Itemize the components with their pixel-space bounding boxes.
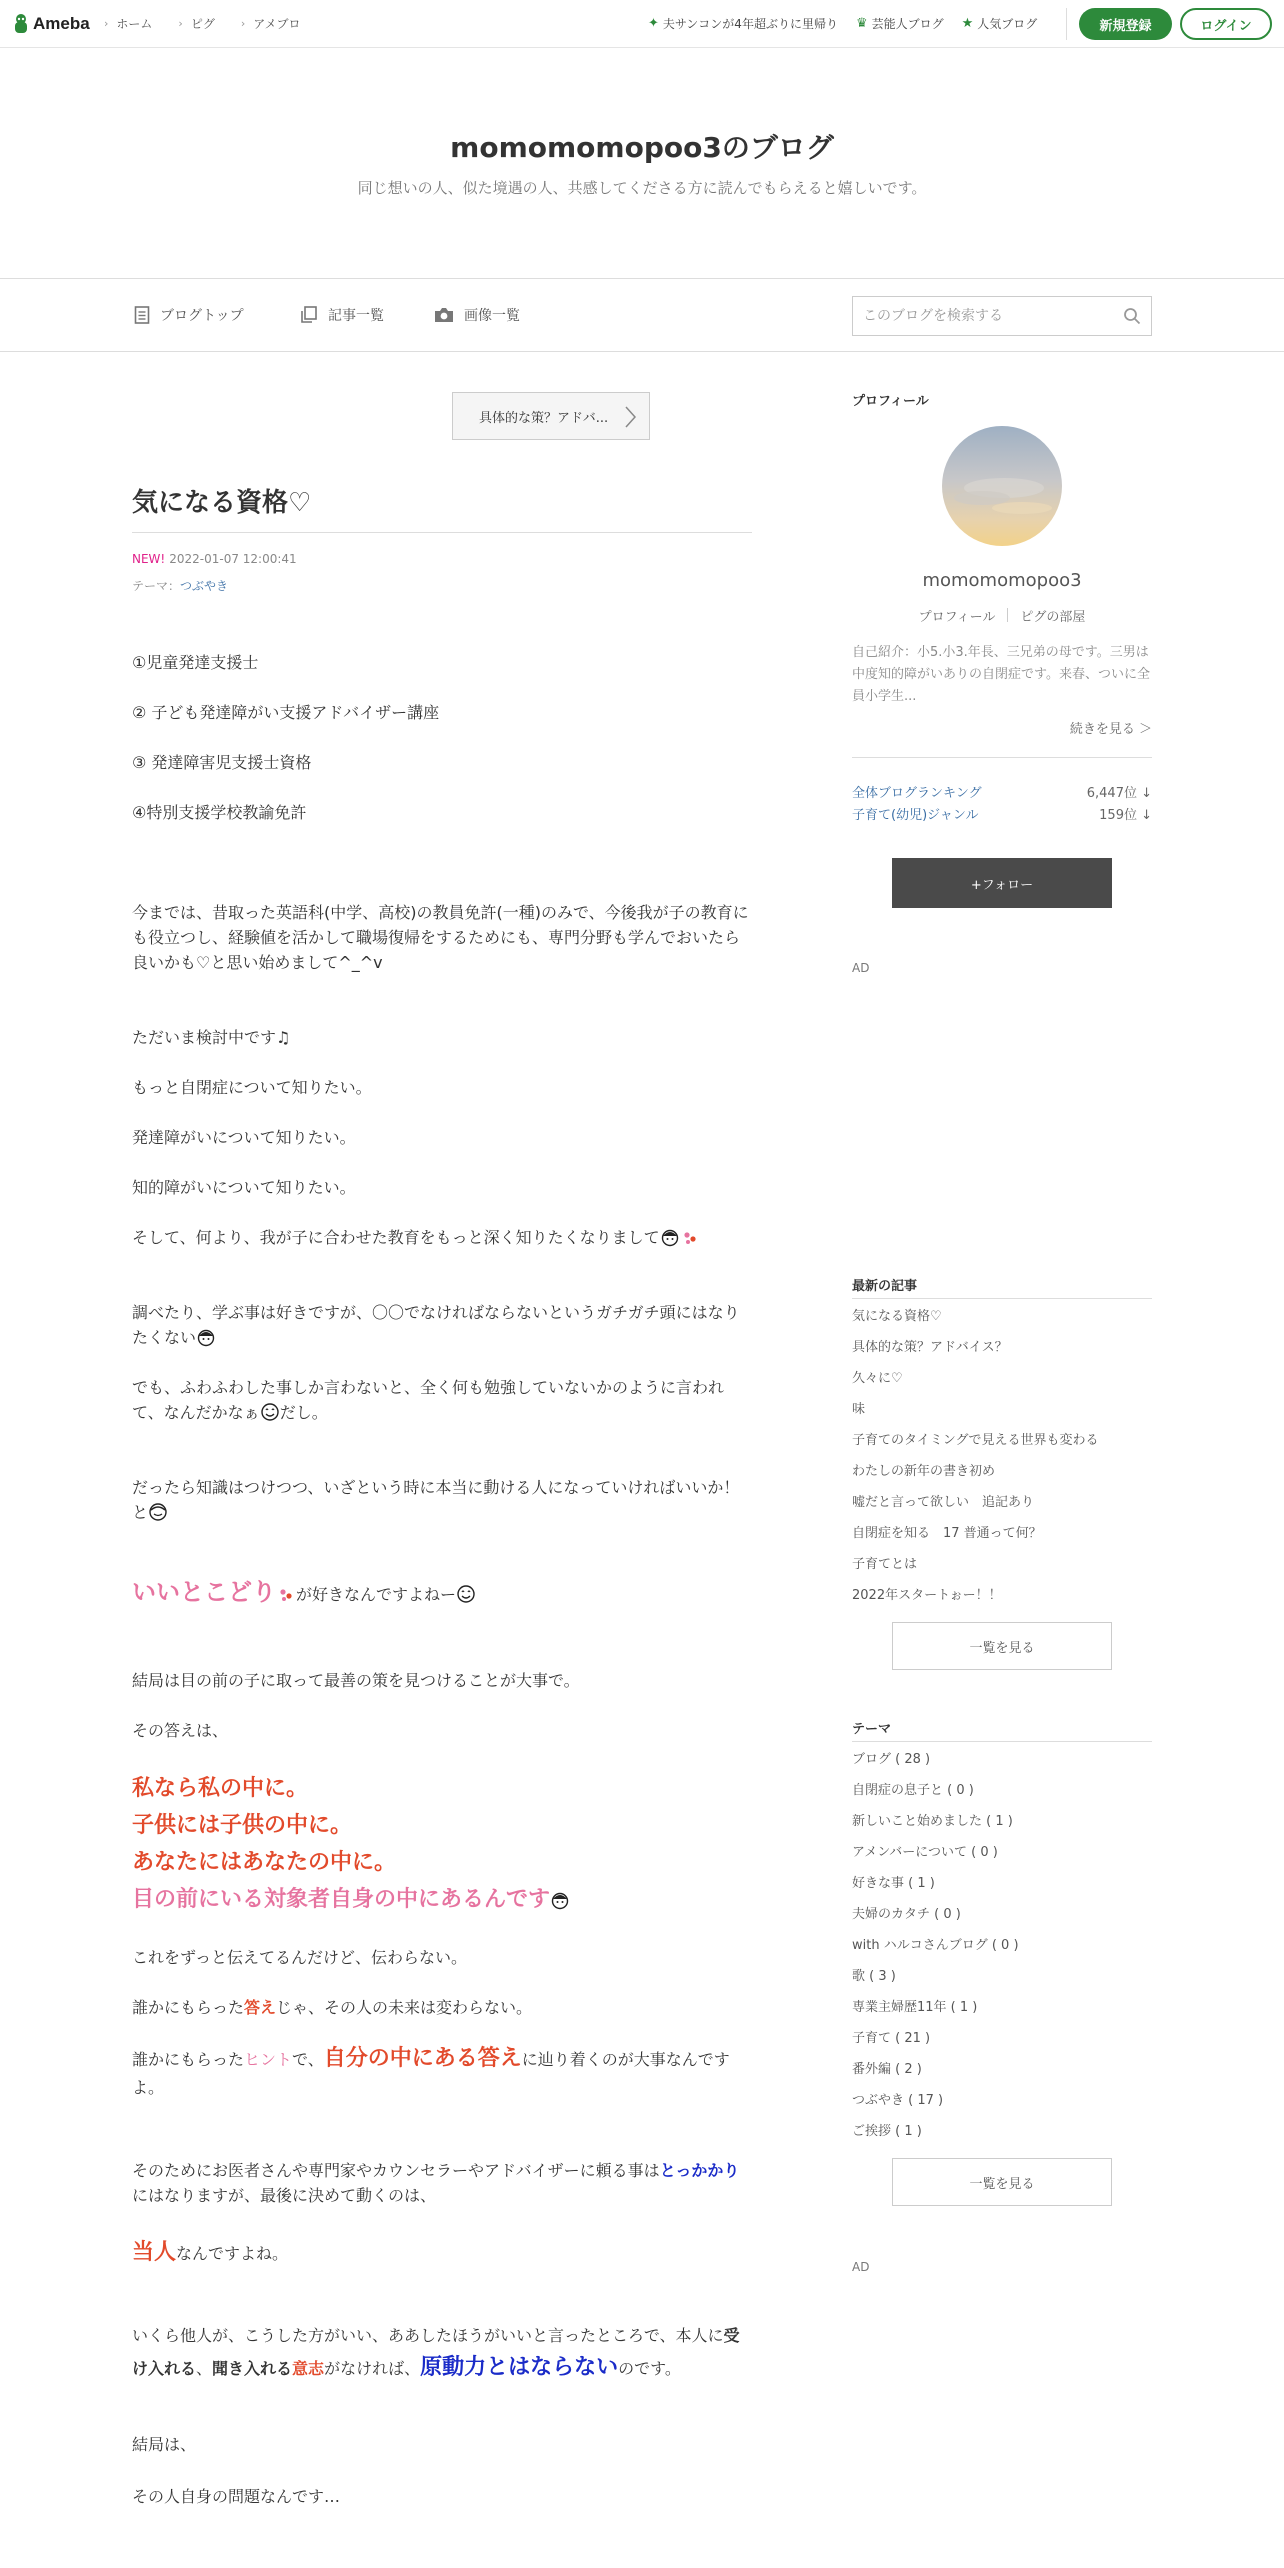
article-line: [132, 1995, 752, 2020]
line-text: だし。: [279, 1403, 328, 1422]
article-line: 結局は、: [132, 2435, 197, 2454]
emphasis-line: 私なら私の中に。: [132, 1776, 309, 1801]
line-text: 目の前にいる対象者自身の中にあるんです: [132, 1887, 551, 1912]
nav-label: アメブロ: [253, 17, 301, 31]
smile-emoji-icon: [456, 1584, 476, 1604]
recent-article-link[interactable]: 嘘だと言って欲しい 追記あり: [852, 1495, 1035, 1510]
read-more-link[interactable]: 続きを見る ＞: [1069, 722, 1152, 737]
article-line: [132, 1580, 752, 1607]
ad-label: AD: [852, 961, 870, 975]
highlight-text: いいとこどり: [132, 1578, 276, 1606]
highlight-text: ヒント: [244, 2050, 293, 2069]
recent-article-link[interactable]: 子育てとは: [852, 1557, 918, 1572]
face-emoji-icon: [550, 1890, 570, 1910]
highlight-text: 当人: [132, 2240, 177, 2265]
avatar[interactable]: [942, 426, 1062, 546]
blog-nav-top[interactable]: [134, 305, 244, 325]
copy-icon: [300, 306, 318, 324]
theme-link[interactable]: ご挨拶 ( 1 ): [852, 2124, 922, 2139]
theme-link[interactable]: 子育て ( 21 ): [852, 2031, 931, 2046]
recent-article-link[interactable]: 子育てのタイミングで見える世界も変わる: [852, 1433, 1099, 1448]
promo-label: 夫サンコンが4年超ぶりに里帰り: [662, 17, 838, 31]
article-paragraph: [132, 1300, 752, 1350]
line-text: で、: [292, 2050, 324, 2069]
nav-pigg[interactable]: [178, 15, 214, 32]
article-paragraph: [132, 2045, 752, 2102]
recent-article-link[interactable]: 2022年スタートぉー！！: [852, 1588, 1002, 1603]
line-text: なんですよね。: [176, 2244, 289, 2263]
nav-label: 画像一覧: [464, 308, 520, 324]
chevron-right-icon: ›: [240, 17, 246, 30]
nav-home[interactable]: [104, 15, 152, 32]
profile-link[interactable]: プロフィール: [918, 610, 996, 625]
recent-list-more-button[interactable]: 一覧を見る: [892, 1622, 1112, 1670]
article-line: ④特別支援学校教諭免許: [132, 803, 307, 822]
chevron-right-icon: ›: [178, 17, 183, 30]
ranking-row: [852, 804, 1152, 823]
article-line: その人自身の問題なんです…: [132, 2487, 341, 2506]
article-date: 2022-01-07 12:00:41: [169, 552, 297, 566]
face-emoji-icon: [196, 1327, 216, 1347]
hearts-emoji-icon: [276, 1584, 296, 1604]
login-button[interactable]: ログイン: [1180, 8, 1272, 40]
sky-photo: [942, 426, 1062, 546]
article-title[interactable]: 気になる資格♡: [132, 488, 312, 518]
article-line: [132, 1225, 752, 1250]
article-line: ①児童発達支援士: [132, 653, 259, 672]
search-input[interactable]: [853, 297, 1103, 335]
sparkle-icon: ✦: [648, 16, 659, 31]
recent-article-link[interactable]: 久々に♡: [852, 1371, 903, 1386]
article-paragraph: [132, 1375, 752, 1425]
promo-label: 人気ブログ: [977, 17, 1038, 31]
line-text: に辿り着くのが大事なんですよ。: [132, 2050, 730, 2097]
article-line: 知的障がいについて知りたい。: [132, 1178, 356, 1197]
follow-button[interactable]: +フォロー: [892, 858, 1112, 908]
divider: [852, 1741, 1152, 1742]
theme-link[interactable]: 好きな事 ( 1 ): [852, 1876, 935, 1891]
line-text: じゃ、その人の未来は変わらない。: [276, 1998, 533, 2017]
emphasis-line: [132, 1881, 752, 1918]
recent-article-link[interactable]: 気になる資格♡: [852, 1309, 942, 1324]
theme-link[interactable]: アメンバーについて ( 0 ): [852, 1845, 998, 1860]
theme-link[interactable]: 番外編 ( 2 ): [852, 2062, 922, 2077]
line-text: 調べたり、学ぶ事は好きですが、〇〇でなければならないというガチガチ頭にはなりたくない: [132, 1303, 740, 1347]
theme-link[interactable]: 専業主婦歴11年 ( 1 ): [852, 2000, 978, 2015]
document-icon: [134, 306, 150, 324]
highlight-text: 意志: [292, 2359, 325, 2378]
nav-label: 記事一覧: [328, 308, 384, 324]
theme-link[interactable]: with ハルコさんブログ ( 0 ): [852, 1938, 1019, 1953]
blog-description: 同じ想いの人、似た境遇の人、共感してくださる方に読んでもらえると嬉しいです。: [357, 179, 927, 197]
recent-articles-list: [852, 1301, 1152, 1611]
blog-nav-images[interactable]: [434, 305, 520, 325]
article-line: ③ 発達障害児支援士資格: [132, 753, 312, 772]
crown-icon: ♛: [855, 16, 868, 31]
chevron-right-icon: ›: [104, 17, 109, 30]
hearts-emoji-icon: [680, 1227, 700, 1247]
ranking-value: 159位 ↓: [1099, 808, 1152, 823]
nav-label: ピグ: [190, 17, 215, 31]
highlight-text: 答え: [244, 1998, 277, 2017]
theme-label: テーマ：: [132, 579, 181, 593]
profile-intro: 自己紹介：小5.小3.年長、三兄弟の母です。三男は中度知的障がいありの自閉症です。来春、ついに全員小学生...: [852, 645, 1150, 704]
face-emoji-icon: [148, 1502, 168, 1522]
article-line: ② 子ども発達障がい支援アドバイザー講座: [132, 703, 440, 722]
previous-article-button[interactable]: [452, 392, 650, 440]
article-theme: [132, 577, 228, 594]
register-button[interactable]: 新規登録: [1079, 8, 1172, 40]
recent-article-link[interactable]: 自閉症を知る 17 普通って何？: [852, 1526, 1042, 1541]
line-text: 、: [196, 2359, 213, 2378]
blog-nav: [0, 278, 1284, 352]
recent-articles-heading: 最新の記事: [852, 1279, 918, 1294]
article-line: 発達障がいについて知りたい。: [132, 1128, 356, 1147]
line-text: だったら知識はつけつつ、いざという時に本当に動ける人になっていければいいか！と: [132, 1478, 740, 1522]
camera-icon: [434, 307, 454, 323]
ad-label: AD: [852, 2260, 870, 2274]
recent-article-link[interactable]: わたしの新年の書き初め: [852, 1464, 996, 1479]
line-text: 誰かにもらった: [132, 1998, 245, 2017]
theme-list: [852, 1744, 1152, 2147]
profile-links: [852, 606, 1152, 625]
ameba-logo[interactable]: [12, 12, 90, 36]
line-text: のです。: [618, 2359, 681, 2378]
blog-title[interactable]: momomomopoo3のブログ: [450, 131, 834, 164]
top-bar: [0, 0, 1284, 48]
promo-links: [648, 15, 1055, 32]
ranking-link[interactable]: 子育て(幼児)ジャンル: [852, 808, 979, 823]
promo-label: 芸能人ブログ: [871, 17, 944, 31]
promo-celebrity-link[interactable]: [856, 15, 944, 32]
previous-article-label: 具体的な策？アドバ...: [479, 410, 609, 426]
divider: [1007, 608, 1008, 622]
article-line: その答えは、: [132, 1721, 229, 1740]
divider: [852, 757, 1152, 758]
theme-heading: テーマ: [852, 1722, 892, 1737]
logo-text: Ameba: [33, 14, 90, 33]
theme-link[interactable]: 夫婦のカタチ ( 0 ): [852, 1907, 961, 1922]
ranking-link[interactable]: 全体ブログランキング: [852, 786, 982, 801]
line-text: でも、ふわふわした事しか言わないと、全く何も勉強していないかのように言われて、なんだかなぁ: [132, 1378, 725, 1422]
theme-list-more-button[interactable]: 一覧を見る: [892, 2158, 1112, 2206]
ranking-row: [852, 782, 1152, 801]
profile-heading: プロフィール: [852, 394, 929, 409]
article-line: 結局は目の前の子に取って最善の策を見つけることが大事で。: [132, 1671, 580, 1690]
pigg-room-link[interactable]: ピグの部屋: [1020, 610, 1086, 625]
search-icon[interactable]: [1123, 307, 1141, 325]
blog-search: [852, 296, 1152, 336]
star-icon: ★: [961, 16, 974, 31]
nav-ameblo[interactable]: [241, 15, 301, 32]
article-paragraph: 今までは、昔取った英語科(中学、高校)の教員免許(一種)のみで、今後我が子の教育にも役立つし、経験値を活かして職場復帰をするためにも、専門分野も学んでおいたら良いかも♡と思い始めまして^_^v: [132, 903, 749, 972]
line-text: そして、何より、我が子に合わせた教育をもっと深く知りたくなりまして: [132, 1228, 660, 1247]
article-paragraph: [132, 1475, 752, 1525]
new-badge: NEW!: [132, 552, 166, 566]
theme-link[interactable]: 歌 ( 3 ): [852, 1969, 896, 1984]
theme-link[interactable]: つぶやき: [180, 579, 229, 593]
promo-popular-link[interactable]: [962, 15, 1038, 32]
theme-link[interactable]: 新しいこと始めました ( 1 ): [852, 1814, 1013, 1829]
highlight-text: 聞き入れる: [212, 2359, 293, 2378]
article-paragraph: [132, 2158, 752, 2208]
recent-article-link[interactable]: 味: [852, 1402, 866, 1417]
profile-name[interactable]: momomomopoo3: [922, 570, 1082, 591]
blog-nav-articles[interactable]: [300, 305, 384, 325]
article-paragraph: [132, 2320, 752, 2385]
line-text: いくら他人が、こうした方がいい、ああしたほうがいいと言ったところで、本人に: [132, 2326, 724, 2345]
article-line: これをずっと伝えてるんだけど、伝わらない。: [132, 1948, 468, 1967]
emphasis-line: 子供には子供の中に。: [132, 1813, 353, 1838]
emphasis-line: あなたにはあなたの中に。: [132, 1850, 397, 1875]
ameba-mascot-icon: [12, 13, 30, 35]
article-meta: [132, 552, 297, 566]
promo-news-link[interactable]: [648, 15, 838, 32]
divider: [852, 1298, 1152, 1299]
divider: [1066, 8, 1067, 40]
nav-label: ホーム: [116, 17, 153, 31]
article-line: もっと自閉症について知りたい。: [132, 1078, 372, 1097]
highlight-text: 原動力とはならない: [420, 2355, 619, 2380]
theme-link[interactable]: ブログ ( 28 ): [852, 1752, 931, 1767]
article-line: ただいま検討中です♫: [132, 1028, 291, 1047]
article-line: [132, 2236, 752, 2271]
highlight-text: とっかかり: [659, 2161, 740, 2180]
line-text: にはなりますが、最後に決めて動くのは、: [132, 2186, 437, 2205]
theme-link[interactable]: つぶやき ( 17 ): [852, 2093, 944, 2108]
divider: [132, 532, 752, 533]
line-text: そのためにお医者さんや専門家やカウンセラーやアドバイザーに頼る事は: [132, 2161, 660, 2180]
smile-emoji-icon: [260, 1402, 280, 1422]
line-text: 誰かにもらった: [132, 2050, 245, 2069]
face-emoji-icon: [660, 1227, 680, 1247]
theme-link[interactable]: 自閉症の息子と ( 0 ): [852, 1783, 974, 1798]
ranking-value: 6,447位 ↓: [1086, 786, 1152, 801]
recent-article-link[interactable]: 具体的な策？アドバイス？: [852, 1340, 1008, 1355]
line-text: がなければ、: [324, 2359, 421, 2378]
chevron-right-icon: [623, 405, 637, 429]
highlight-text: 自分の中にある答え: [323, 2046, 522, 2071]
global-nav: [104, 15, 327, 32]
nav-label: ブログトップ: [160, 308, 244, 324]
line-text: が好きなんですよねー: [296, 1585, 457, 1604]
highlight-text: 受け入れる: [132, 2326, 740, 2378]
